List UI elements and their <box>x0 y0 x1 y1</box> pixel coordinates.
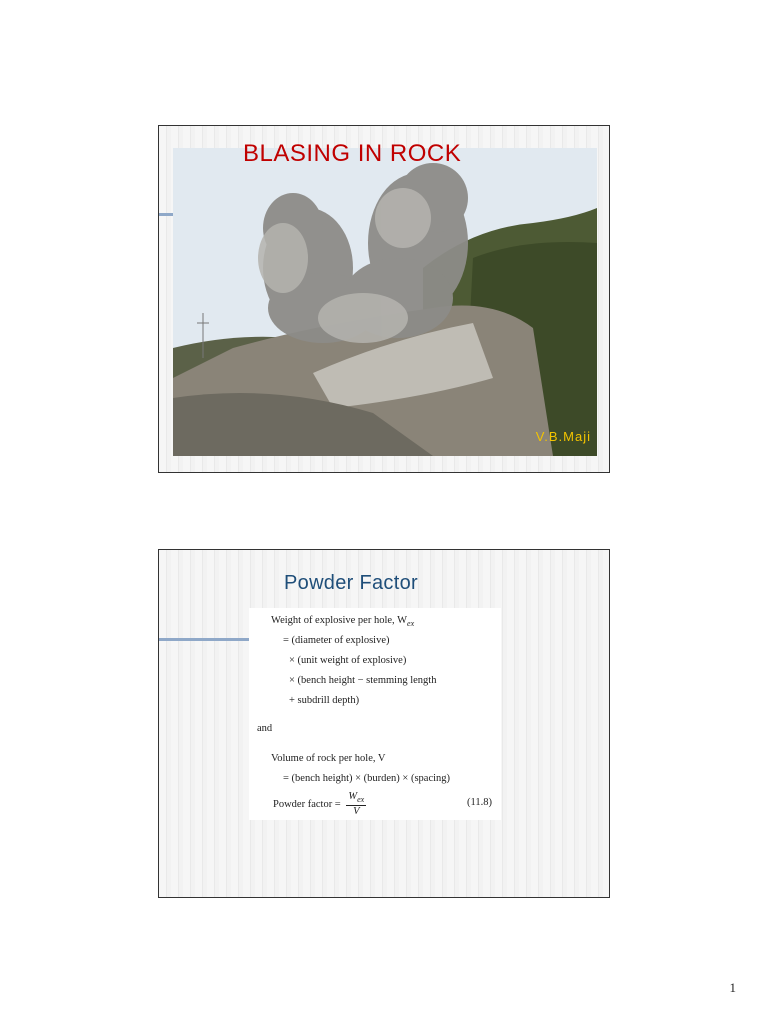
slide-title: Powder Factor <box>284 572 418 594</box>
subscript: ex <box>407 619 415 629</box>
equation-line <box>271 616 414 628</box>
equation-line: and <box>257 723 273 734</box>
equation-line: Volume of rock per hole, V <box>271 753 386 764</box>
subscript: ex <box>357 795 365 805</box>
equation-line: = (diameter of explosive) <box>283 635 390 646</box>
fraction-numerator <box>346 792 366 806</box>
numerator-text: W <box>348 791 358 802</box>
equation-text: Powder factor = <box>273 799 341 811</box>
equation-number: (11.8) <box>467 797 492 808</box>
slide-powder-factor <box>158 549 610 898</box>
blast-photo-illustration <box>173 148 597 456</box>
powder-factor-equation <box>249 608 501 820</box>
slide-blasting-in-rock <box>158 125 610 473</box>
equation-line: × (bench height − stemming length <box>289 675 437 686</box>
page-number: 1 <box>729 980 736 995</box>
equation-line: + subdrill depth) <box>289 695 360 706</box>
equation-line: × (unit weight of explosive) <box>289 655 407 666</box>
slide-title: BLASING IN ROCK <box>243 140 462 167</box>
equation-line: = (bench height) × (burden) × (spacing) <box>283 773 451 784</box>
slide-divider-line <box>159 638 249 641</box>
fraction <box>346 792 366 818</box>
equation-line <box>273 792 366 818</box>
author-name: V.B.Maji <box>535 429 591 444</box>
fraction-denominator: V <box>353 806 360 818</box>
slide-divider-line <box>159 213 173 216</box>
equation-text: Weight of explosive per hole, W <box>271 615 408 626</box>
blast-photo <box>173 148 597 456</box>
